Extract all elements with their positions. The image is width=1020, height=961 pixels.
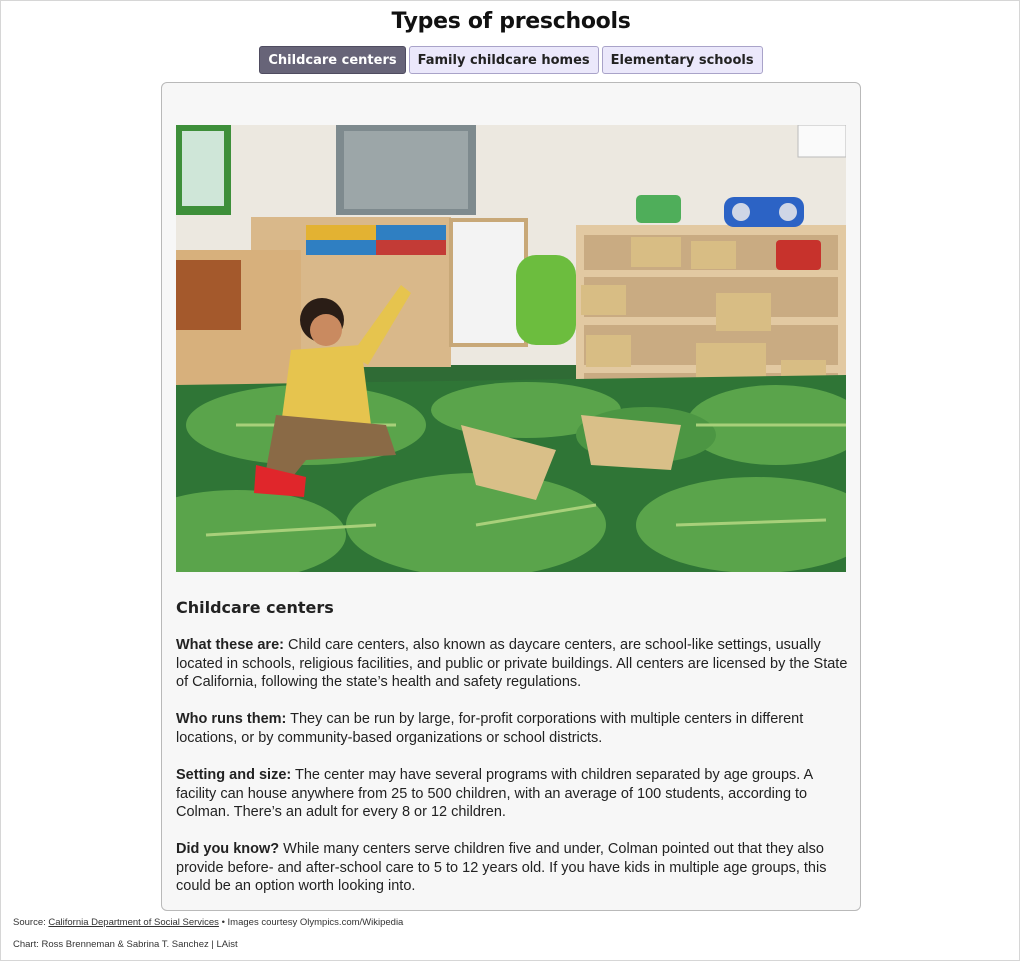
section-what-these-are — [176, 636, 848, 692]
section-did-you-know — [176, 840, 848, 896]
section-text: While many centers serve children five and under, Colman pointed out that they also provide before- and after-school care to 5 to 12 years old. If you have kids in multiple age groups, this could be an option worth looking into. — [176, 841, 827, 894]
tab-childcare-centers[interactable]: Childcare centers — [259, 46, 405, 74]
tab-elementary-schools[interactable]: Elementary schools — [602, 46, 763, 74]
section-text: They can be run by large, for-profit corporations with multiple centers in different locations, or by community-based organizations or school districts. — [176, 711, 804, 746]
card-heading: Childcare centers — [176, 598, 334, 617]
content-card — [161, 82, 861, 911]
section-label: Did you know? — [176, 841, 280, 857]
classroom-photo — [176, 125, 846, 572]
tab-bar — [1, 46, 1020, 74]
source-suffix: • Images courtesy Olympics.com/Wikipedia — [218, 917, 404, 928]
section-label: Setting and size: — [176, 767, 292, 783]
section-who-runs-them — [176, 710, 848, 747]
source-link[interactable]: California Department of Social Services — [48, 917, 219, 928]
source-line — [13, 917, 403, 928]
section-label: What these are: — [176, 637, 284, 653]
source-prefix: Source: — [13, 917, 49, 928]
section-text: The center may have several programs with children separated by age groups. A facility can house anywhere from 25 to 500 children, with an average of 100 students, according to Colman. There’s an adult for every 8 or 12 children. — [176, 767, 813, 820]
section-label: Who runs them: — [176, 711, 287, 727]
tab-family-childcare-homes[interactable]: Family childcare homes — [409, 46, 599, 74]
section-text: Child care centers, also known as daycare centers, are school-like settings, usually located in schools, religious facilities, and public or private buildings. All centers are licensed by the State of California, following the state’s health and safety regulations. — [176, 637, 848, 690]
section-setting-and-size — [176, 766, 848, 822]
page-title: Types of preschools — [391, 9, 631, 34]
chart-credit: Chart: Ross Brenneman & Sabrina T. Sanchez | LAist — [13, 939, 238, 950]
